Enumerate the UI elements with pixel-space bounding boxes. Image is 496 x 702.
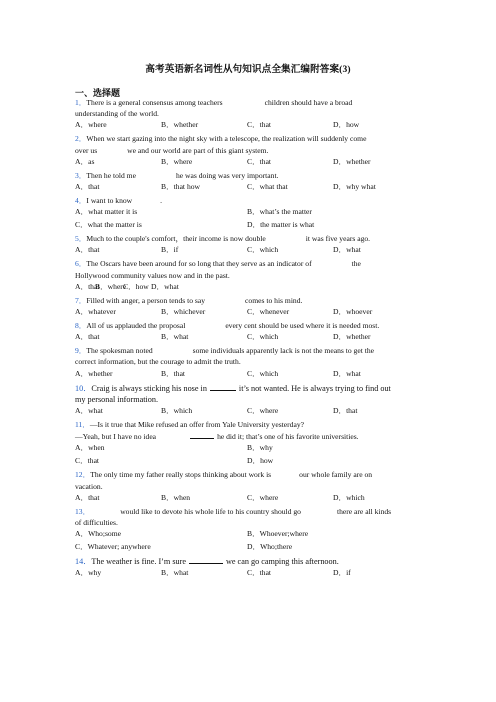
- document-title: 高考英语新名词性从句知识点全集汇编附答案(3): [145, 64, 351, 75]
- question-number: 2．: [75, 134, 87, 144]
- option-b[interactable]: B．that how: [161, 182, 201, 192]
- question-text: .: [160, 196, 163, 206]
- question-number: 14．: [75, 557, 92, 567]
- question-number: 6．: [75, 259, 87, 269]
- option-d[interactable]: D．which: [333, 492, 365, 502]
- question-number: 11．: [75, 420, 90, 430]
- option-b[interactable]: B．when: [161, 492, 191, 502]
- options-row: [75, 528, 425, 541]
- option-c[interactable]: C．that: [75, 456, 100, 466]
- question-text: over us: [75, 145, 98, 155]
- question-text: The Oscars have been around for so long that they serve as an indicator of: [86, 259, 312, 269]
- option-c[interactable]: C．Whatever; anywhere: [75, 542, 151, 552]
- question-text: of difficulties.: [75, 518, 118, 528]
- question-text: he did it; that’s one of his favorite universities.: [217, 432, 359, 442]
- options-row: [75, 455, 425, 469]
- option-a[interactable]: A．Who;some: [75, 529, 121, 539]
- option-b[interactable]: B．if: [161, 245, 179, 255]
- option-c[interactable]: C．whenever: [247, 307, 290, 317]
- question-text: There is a general consensus among teachers: [86, 98, 223, 107]
- question-text: there are all kinds: [336, 506, 392, 516]
- question-7: [75, 295, 425, 306]
- option-a[interactable]: A．whether: [75, 368, 113, 378]
- option-b[interactable]: B．which: [161, 406, 193, 416]
- question-number: 8．: [75, 321, 87, 331]
- answer-blank[interactable]: [189, 555, 223, 564]
- option-d[interactable]: D．what: [151, 281, 179, 291]
- question-text: every cent should be used where it is needed most.: [225, 321, 380, 331]
- question-1: [75, 97, 425, 119]
- question-12: [75, 469, 425, 491]
- question-number: 4．: [75, 196, 87, 206]
- question-11: [75, 419, 425, 442]
- question-number: 7．: [75, 295, 87, 305]
- option-c[interactable]: C．where: [247, 492, 279, 502]
- options-row: [75, 306, 425, 320]
- question-text: Hollywood community values now and in the past.: [75, 270, 230, 280]
- question-text: All of us applauded the proposal: [86, 321, 186, 331]
- question-9: [75, 345, 425, 367]
- option-d[interactable]: D．Who;there: [247, 542, 293, 552]
- option-d[interactable]: D．what: [333, 368, 361, 378]
- question-8: [75, 320, 425, 331]
- question-text: some individuals apparently lack is not the means to get the: [192, 346, 374, 356]
- question-text: —Is it true that Mike refused an offer from Yale University yesterday?: [89, 420, 305, 430]
- option-a[interactable]: A．what matter it is: [75, 207, 138, 217]
- option-a[interactable]: A．that: [75, 245, 100, 255]
- question-text: the: [351, 259, 361, 269]
- question-text: children should have a broad: [264, 98, 353, 107]
- option-c[interactable]: C．which: [247, 368, 279, 378]
- question-text: our whole family are on: [299, 470, 373, 480]
- question-text: we and our world are part of this giant system.: [127, 145, 269, 155]
- question-text: my personal information.: [75, 394, 158, 404]
- options-row: [75, 331, 425, 345]
- question-number: 10．: [75, 383, 92, 393]
- options-row: [75, 492, 425, 506]
- option-c[interactable]: C．that: [247, 156, 272, 166]
- question-10: [75, 382, 425, 405]
- question-5: [75, 233, 425, 244]
- option-d[interactable]: D．whether: [333, 332, 371, 342]
- option-d[interactable]: D．whoever: [333, 307, 373, 317]
- option-c[interactable]: C．what that: [247, 182, 288, 192]
- question-number: 5．: [75, 234, 87, 244]
- option-a[interactable]: A．that: [75, 332, 100, 342]
- option-a[interactable]: A．where: [75, 120, 107, 130]
- question-text: The spokesman noted: [86, 346, 153, 356]
- question-text: —Yeah, but I have no idea: [75, 432, 157, 442]
- option-b[interactable]: B．what: [161, 332, 189, 342]
- options-row: [75, 442, 425, 455]
- options-row: [75, 119, 425, 133]
- options-row: [75, 206, 425, 219]
- option-b[interactable]: B．whether: [161, 120, 199, 130]
- option-b[interactable]: B．what: [161, 568, 189, 578]
- question-text: Filled with anger, a person tends to say: [86, 295, 206, 305]
- question-number: 1．: [75, 98, 87, 107]
- option-b[interactable]: B．where: [161, 156, 193, 166]
- question-list: [75, 97, 425, 581]
- option-d[interactable]: D．how: [247, 456, 274, 466]
- option-b[interactable]: B．where: [95, 281, 127, 291]
- option-a[interactable]: A．that: [75, 492, 100, 502]
- question-number: 3．: [75, 170, 87, 180]
- option-c[interactable]: C．that: [247, 120, 272, 130]
- question-text: comes to his mind.: [245, 295, 303, 305]
- option-b[interactable]: B．what’s the matter: [247, 207, 312, 217]
- question-text: vacation.: [75, 481, 103, 491]
- option-b[interactable]: B．that: [161, 368, 186, 378]
- option-a[interactable]: A．that: [75, 182, 100, 192]
- option-a[interactable]: A．as: [75, 156, 95, 166]
- question-text: Much to the couple's comfort，their income is now double: [86, 234, 266, 244]
- answer-blank[interactable]: [190, 430, 214, 439]
- option-d[interactable]: D．how: [333, 120, 360, 130]
- question-2: [75, 133, 425, 155]
- option-a[interactable]: A．whatever: [75, 307, 116, 317]
- answer-blank[interactable]: [210, 382, 236, 391]
- option-b[interactable]: B．why: [247, 443, 273, 453]
- question-13: [75, 506, 425, 528]
- option-c[interactable]: C．which: [247, 245, 279, 255]
- option-d[interactable]: D．the matter is what: [247, 220, 315, 230]
- option-a[interactable]: A．that: [75, 281, 100, 291]
- question-text: I want to know: [86, 196, 133, 206]
- option-d[interactable]: D．what: [333, 245, 361, 255]
- question-text: Then he told me: [86, 170, 136, 180]
- question-text: Craig is always sticking his nose in: [91, 383, 207, 393]
- question-text: it’s not wanted. He is always trying to find out: [238, 383, 391, 393]
- option-d[interactable]: D．if: [333, 568, 351, 578]
- options-row: [75, 368, 425, 382]
- option-d[interactable]: D．whether: [333, 156, 371, 166]
- option-b[interactable]: B．Whoever;where: [247, 529, 309, 539]
- question-6: [75, 258, 425, 280]
- options-row: [75, 244, 425, 258]
- question-number: 12．: [75, 470, 91, 480]
- question-text: we can go camping this afternoon.: [225, 557, 339, 567]
- options-row: [75, 281, 425, 295]
- options-row: [75, 405, 425, 419]
- section-heading: 一、选择题: [75, 88, 121, 98]
- question-text: The only time my father really stops thinking about work is: [90, 470, 272, 480]
- option-c[interactable]: C．that: [247, 568, 272, 578]
- option-a[interactable]: A．when: [75, 443, 105, 453]
- question-14: [75, 555, 425, 567]
- option-a[interactable]: A．what: [75, 406, 103, 416]
- question-text: When we start gazing into the night sky with a telescope, the realization will suddenly come: [86, 134, 367, 144]
- question-number: 13．: [75, 506, 91, 516]
- question-text: correct information, but the courage to admit the truth.: [75, 357, 241, 367]
- question-text: he was doing was very important.: [175, 170, 279, 180]
- option-c[interactable]: C．what the matter is: [75, 220, 142, 230]
- option-c[interactable]: C．which: [247, 332, 279, 342]
- option-d[interactable]: D．why what: [333, 182, 376, 192]
- options-row: [75, 181, 425, 195]
- options-row: [75, 567, 425, 581]
- options-row: [75, 541, 425, 555]
- question-3: [75, 170, 425, 181]
- options-row: [75, 156, 425, 170]
- question-text: would like to devote his whole life to his country should go: [120, 506, 301, 516]
- option-b[interactable]: B．whichever: [161, 307, 206, 317]
- question-text: it was five years ago.: [305, 234, 371, 244]
- option-c[interactable]: C．how: [123, 281, 149, 291]
- option-d[interactable]: D．that: [333, 406, 358, 416]
- option-a[interactable]: A．why: [75, 568, 102, 578]
- question-number: 9．: [75, 346, 87, 356]
- options-row: [75, 219, 425, 233]
- question-text: understanding of the world.: [75, 109, 159, 119]
- question-text: The weather is fine. I’m sure: [91, 557, 186, 567]
- option-c[interactable]: C．where: [247, 406, 279, 416]
- question-4: [75, 195, 425, 206]
